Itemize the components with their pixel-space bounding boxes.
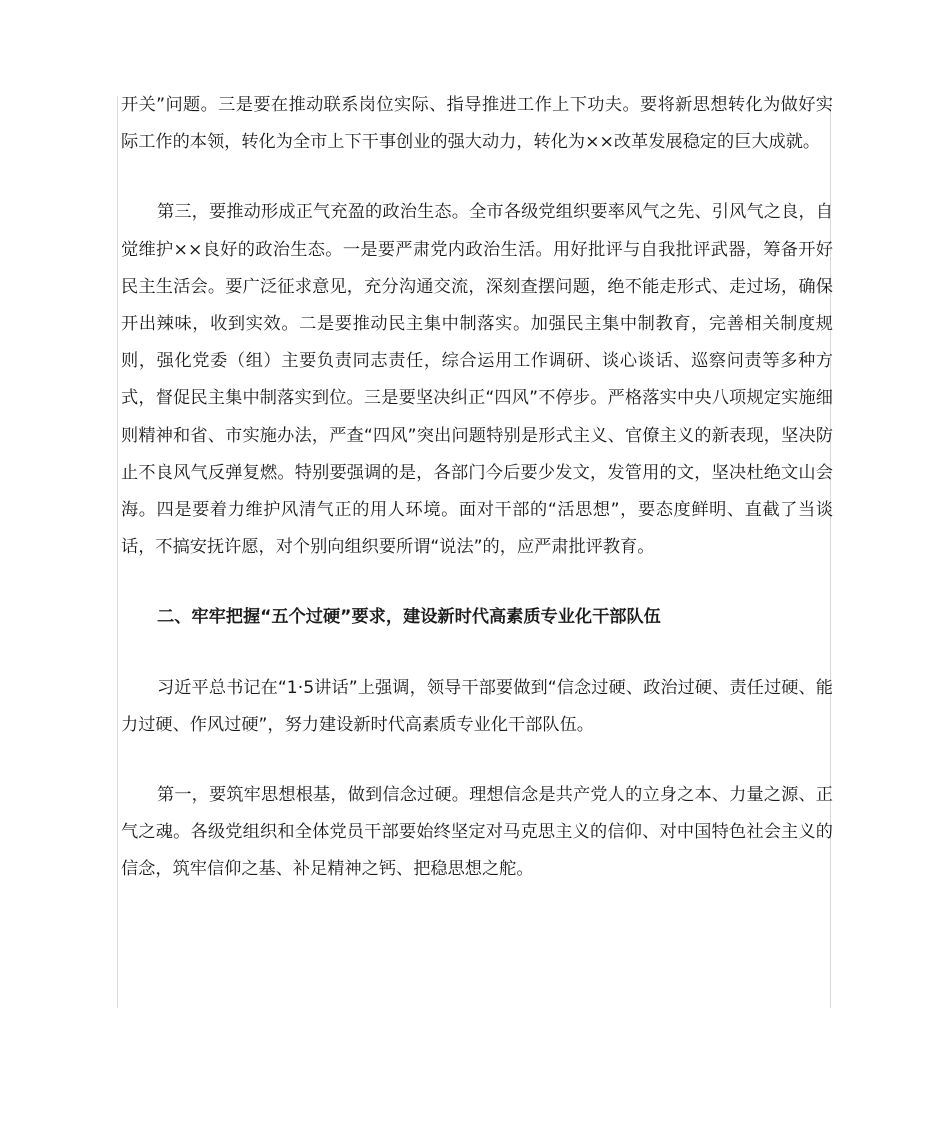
document-body — [121, 87, 833, 889]
page-frame-left-border — [117, 96, 118, 1008]
paragraph-belief: 第一，要筑牢思想根基，做到信念过硬。理想信念是共产党人的立身之本、力量之源、正气之魂。各级党组织和全体党员干部要始终坚定对马克思主义的信仰、对中国特色社会主义的信念，筑牢信仰之基、补足精神之钙、把稳思想之舵。 — [121, 785, 833, 880]
paragraph-political-ecology: 第三，要推动形成正气充盈的政治生态。全市各级党组织要率风气之先、引风气之良，自觉维护××良好的政治生态。一是要严肃党内政治生活。用好批评与自我批评武器，筹备开好民主生活会。要广泛征求意见，充分沟通交流，深刻查摆问题，绝不能走形式、走过场，确保开出辣味，收到实效。二是要推动民主集中制落实。加强民主集中制教育，完善相关制度规则，强化党委（组）主要负责同志责任，综合运用工作调研、谈心谈话、巡察问责等多种方式，督促民主集中制落实到位。三是要坚决纠正“四风”不停步。严格落实中央八项规定实施细则精神和省、市实施办法，严查“四风”突出问题特别是形式主义、官僚主义的新表现，坚决防止不良风气反弹复燃。特别要强调的是，各部门今后要少发文，发管用的文，坚决杜绝文山会海。四是要着力维护风清气正的用人环境。面对干部的“活思想”，要态度鲜明、直截了当谈话，不搞安抚许愿，对个别向组织要所谓“说法”的，应严肃批评教育。 — [121, 202, 833, 558]
paragraph-continuation: 开关”问题。三是要在推动联系岗位实际、指导推进工作上下功夫。要将新思想转化为做好实际工作的本领，转化为全市上下干事创业的强大动力，转化为××改革发展稳定的巨大成就。 — [121, 95, 833, 153]
paragraph-five-requirements: 习近平总书记在“1·5讲话”上强调，领导干部要做到“信念过硬、政治过硬、责任过硬、能力过硬、作风过硬”，努力建设新时代高素质专业化干部队伍。 — [121, 677, 833, 735]
section-heading-two: 二、牢牢把握“五个过硬”要求，建设新时代高素质专业化干部队伍 — [157, 607, 661, 628]
